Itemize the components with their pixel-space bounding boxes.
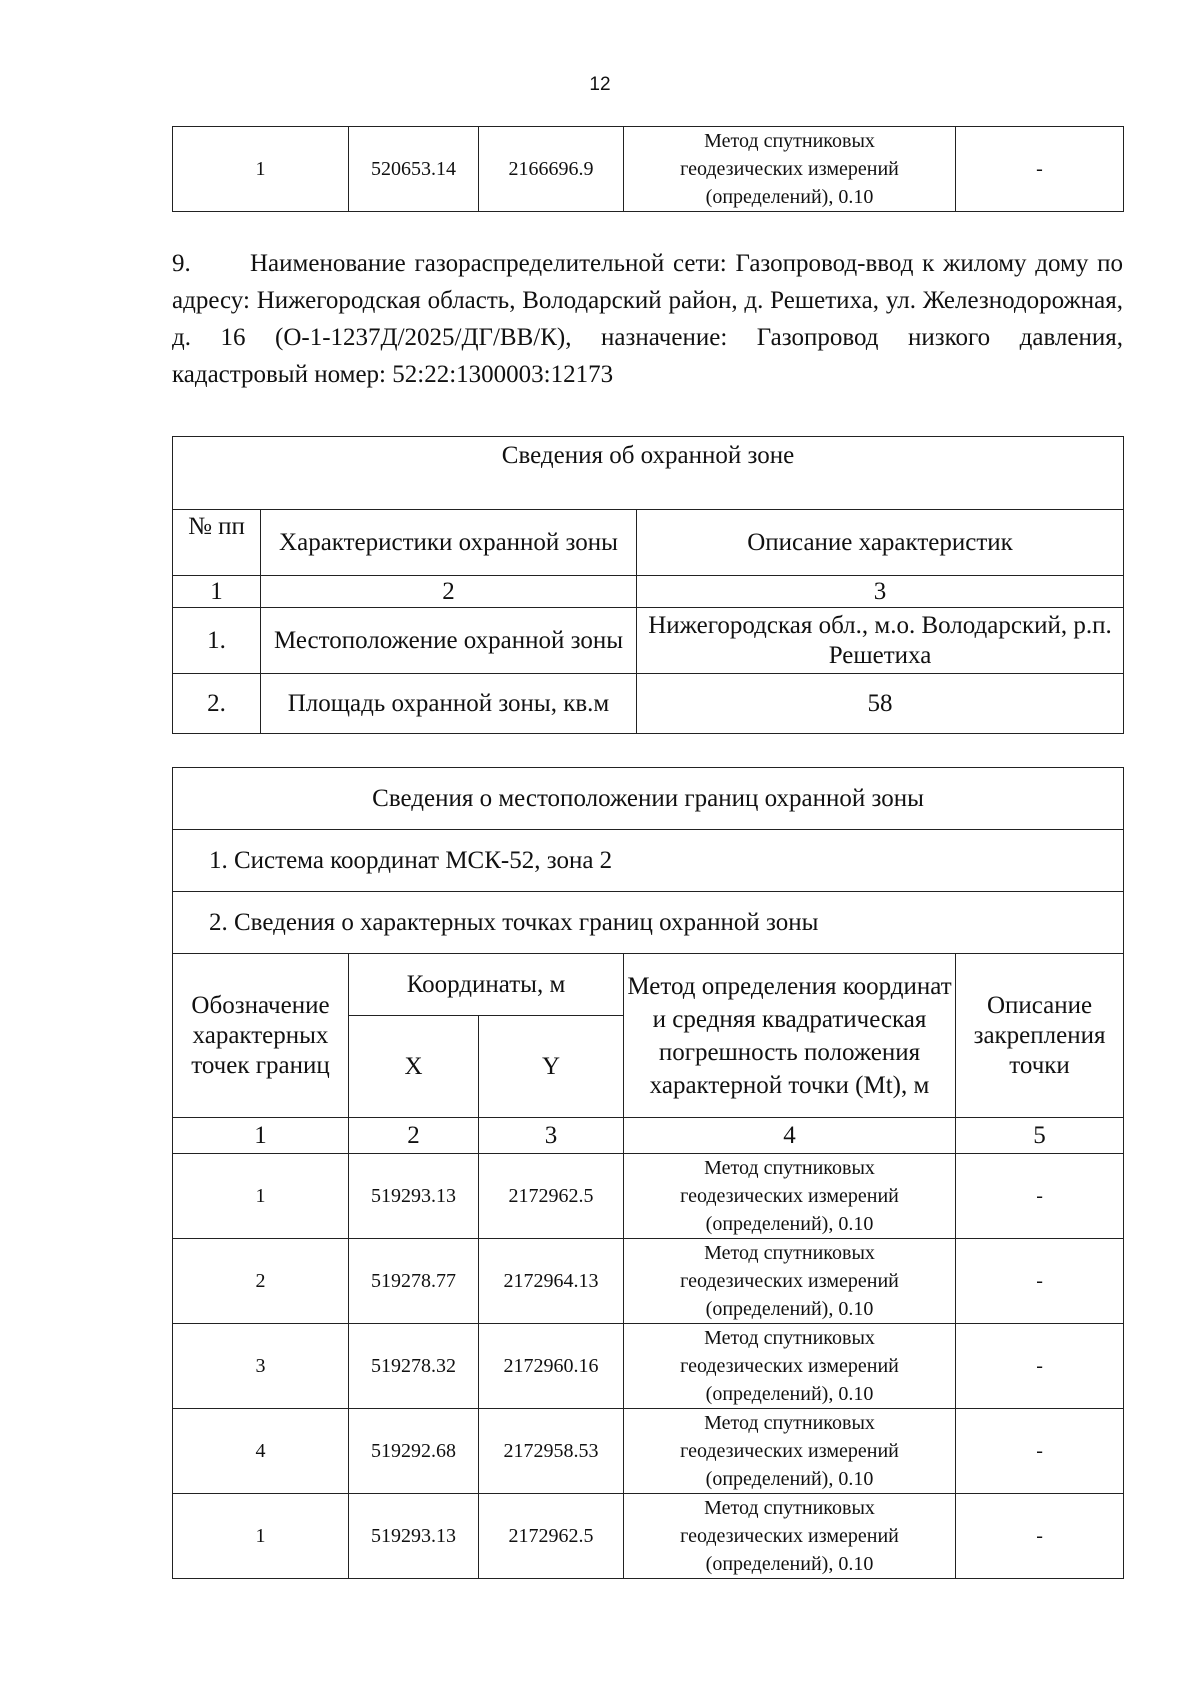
header-fixing: Описание закрепления точки	[956, 954, 1124, 1118]
header-characteristic: Характеристики охранной зоны	[261, 510, 637, 576]
top-continuation-table	[172, 126, 1124, 212]
fixing-cell: -	[956, 127, 1124, 212]
row-num: 1.	[173, 608, 261, 674]
method-cell	[624, 127, 956, 212]
x-cell: 519278.32	[349, 1324, 479, 1409]
fixing-cell: -	[956, 1154, 1124, 1239]
point-cell: 2	[173, 1239, 349, 1324]
point-cell: 1	[173, 1154, 349, 1239]
method-cell	[624, 1409, 956, 1494]
row-num: 2.	[173, 674, 261, 734]
x-cell: 519293.13	[349, 1154, 479, 1239]
method-line: геодезических измерений	[680, 1185, 899, 1207]
col-number: 2	[261, 576, 637, 608]
coordinate-system: 1. Система координат МСК-52, зона 2	[173, 830, 1124, 892]
method-line: (определений), 0.10	[705, 1383, 874, 1405]
method-line: геодезических измерений	[680, 1525, 899, 1547]
section-text: Наименование газораспределительной сети: Газопровод-ввод к жилому дому по адресу: Нижегородская область, Володарский район, д. Решетиха, ул. Железнодорожная, д. 16 (О-1-1237Д/2025/ДГ/ВВ/К), назначение: Газопровод низкого давления, кадастровый номер: 52:22:1300003:12173	[172, 250, 1123, 388]
zone-table-title: Сведения об охранной зоне	[173, 437, 1124, 510]
table-row	[173, 1409, 1124, 1494]
bounds-table-title: Сведения о местоположении границ охранной зоны	[173, 768, 1124, 830]
method-line: Метод спутниковых	[704, 1497, 875, 1519]
method-cell	[624, 1154, 956, 1239]
method-line: Метод спутниковых	[704, 1327, 875, 1349]
table-row	[173, 1239, 1124, 1324]
header-num: № пп	[173, 510, 261, 576]
y-cell: 2172964.13	[479, 1239, 624, 1324]
row-value: Нижегородская обл., м.о. Володарский, р.п. Решетиха	[637, 608, 1124, 674]
col-number: 2	[349, 1118, 479, 1154]
point-cell: 4	[173, 1409, 349, 1494]
table-row	[173, 674, 1124, 734]
method-line: (определений), 0.10	[705, 186, 874, 208]
method-cell	[624, 1239, 956, 1324]
method-line: геодезических измерений	[680, 1355, 899, 1377]
y-cell: 2172958.53	[479, 1409, 624, 1494]
fixing-cell: -	[956, 1239, 1124, 1324]
method-cell	[624, 1494, 956, 1579]
page-number: 12	[589, 74, 611, 95]
col-number: 3	[479, 1118, 624, 1154]
method-line: геодезических измерений	[680, 1270, 899, 1292]
header-description: Описание характеристик	[637, 510, 1124, 576]
method-line: Метод спутниковых	[704, 1412, 875, 1434]
method-line: Метод спутниковых	[704, 1242, 875, 1264]
table-row	[173, 1154, 1124, 1239]
row-name: Местоположение охранной зоны	[261, 608, 637, 674]
method-line: (определений), 0.10	[705, 1468, 874, 1490]
point-cell: 1	[173, 127, 349, 212]
y-cell: 2172962.5	[479, 1494, 624, 1579]
point-cell: 1	[173, 1494, 349, 1579]
zone-info-table	[172, 436, 1124, 734]
table-row	[173, 1324, 1124, 1409]
col-number: 1	[173, 1118, 349, 1154]
section-number: 9.	[172, 250, 191, 277]
col-number: 1	[173, 576, 261, 608]
y-cell: 2172962.5	[479, 1154, 624, 1239]
method-line: геодезических измерений	[680, 158, 899, 180]
y-cell: 2166696.9	[479, 127, 624, 212]
header-y: Y	[479, 1016, 624, 1118]
header-designation: Обозначение характерных точек границ	[173, 954, 349, 1118]
fixing-cell: -	[956, 1494, 1124, 1579]
fixing-cell: -	[956, 1409, 1124, 1494]
col-number: 5	[956, 1118, 1124, 1154]
col-number: 4	[624, 1118, 956, 1154]
col-number: 3	[637, 576, 1124, 608]
y-cell: 2172960.16	[479, 1324, 624, 1409]
method-line: Метод спутниковых	[704, 1157, 875, 1179]
x-cell: 519278.77	[349, 1239, 479, 1324]
method-line: (определений), 0.10	[705, 1553, 874, 1575]
method-line: геодезических измерений	[680, 1440, 899, 1462]
fixing-cell: -	[956, 1324, 1124, 1409]
table-row	[173, 608, 1124, 674]
method-cell	[624, 1324, 956, 1409]
boundary-points-table	[172, 767, 1124, 1579]
point-cell: 3	[173, 1324, 349, 1409]
x-cell: 520653.14	[349, 127, 479, 212]
method-line: Метод спутниковых	[704, 130, 875, 152]
table-row	[173, 1494, 1124, 1579]
method-line: (определений), 0.10	[705, 1213, 874, 1235]
header-method: Метод определения координат и средняя квадратическая погрешность положения характерной точки (Mt), м	[624, 954, 956, 1118]
x-cell: 519293.13	[349, 1494, 479, 1579]
header-x: X	[349, 1016, 479, 1118]
points-title: 2. Сведения о характерных точках границ охранной зоны	[173, 892, 1124, 954]
section-paragraph	[172, 245, 1123, 393]
row-value: 58	[637, 674, 1124, 734]
row-name: Площадь охранной зоны, кв.м	[261, 674, 637, 734]
table-row	[173, 127, 1124, 212]
method-line: (определений), 0.10	[705, 1298, 874, 1320]
header-coords: Координаты, м	[349, 954, 624, 1016]
x-cell: 519292.68	[349, 1409, 479, 1494]
